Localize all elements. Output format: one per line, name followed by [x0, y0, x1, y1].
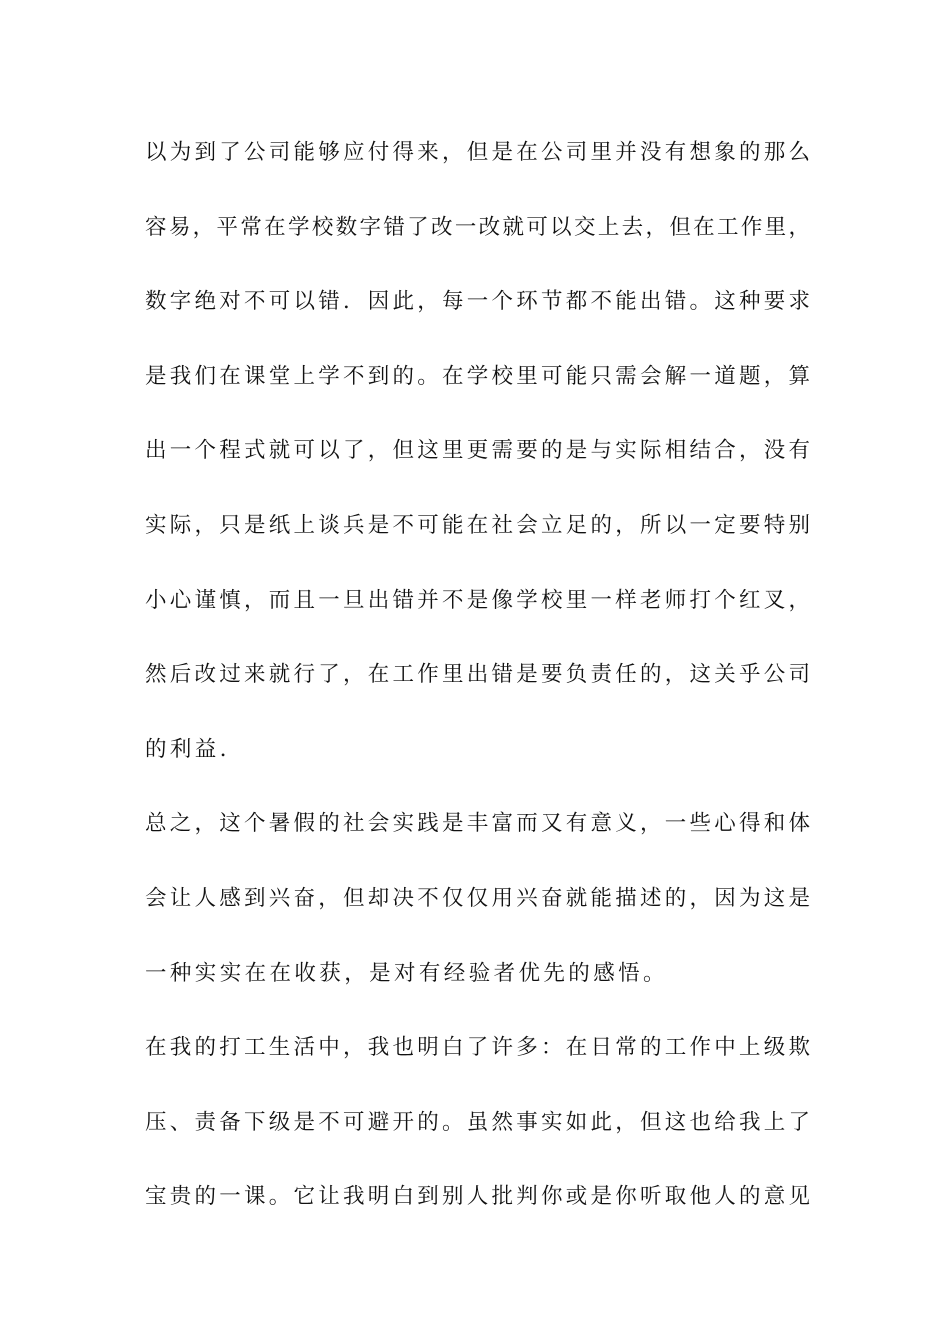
- text-line: 以为到了公司能够应付得来，但是在公司里并没有想象的那么: [145, 140, 810, 165]
- text-line: 实际，只是纸上谈兵是不可能在社会立足的，所以一定要特别: [145, 512, 810, 538]
- text-line: 总之，这个暑假的社会实践是丰富而又有意义，一些心得和体: [145, 811, 810, 837]
- document-body: [145, 128, 810, 1247]
- text-line: 在我的打工生活中，我也明白了许多：在日常的工作中上级欺: [145, 1035, 810, 1061]
- text-line: 出一个程式就可以了，但这里更需要的是与实际相结合，没有: [145, 438, 810, 464]
- text-line: 小心谨慎，而且一旦出错并不是像学校里一样老师打个红叉，: [145, 587, 810, 613]
- text-line: 容易，平常在学校数字错了改一改就可以交上去，但在工作里，: [145, 214, 810, 240]
- text-line: 压、责备下级是不可避开的。虽然事实如此，但这也给我上了: [145, 1109, 810, 1135]
- text-line: 数字绝对不可以错．因此，每一个环节都不能出错。这种要求: [145, 289, 810, 315]
- text-line: 会让人感到兴奋，但却决不仅仅用兴奋就能描述的，因为这是: [145, 885, 810, 911]
- text-line: 宝贵的一课。它让我明白到别人批判你或是你听取他人的意见: [145, 1184, 810, 1210]
- text-line: 一种实实在在收获，是对有经验者优先的感悟。: [145, 960, 668, 986]
- text-line: 是我们在课堂上学不到的。在学校里可能只需会解一道题，算: [145, 363, 810, 389]
- text-line: 然后改过来就行了，在工作里出错是要负责任的，这关乎公司: [145, 662, 810, 688]
- text-line: 的利益．: [145, 736, 245, 762]
